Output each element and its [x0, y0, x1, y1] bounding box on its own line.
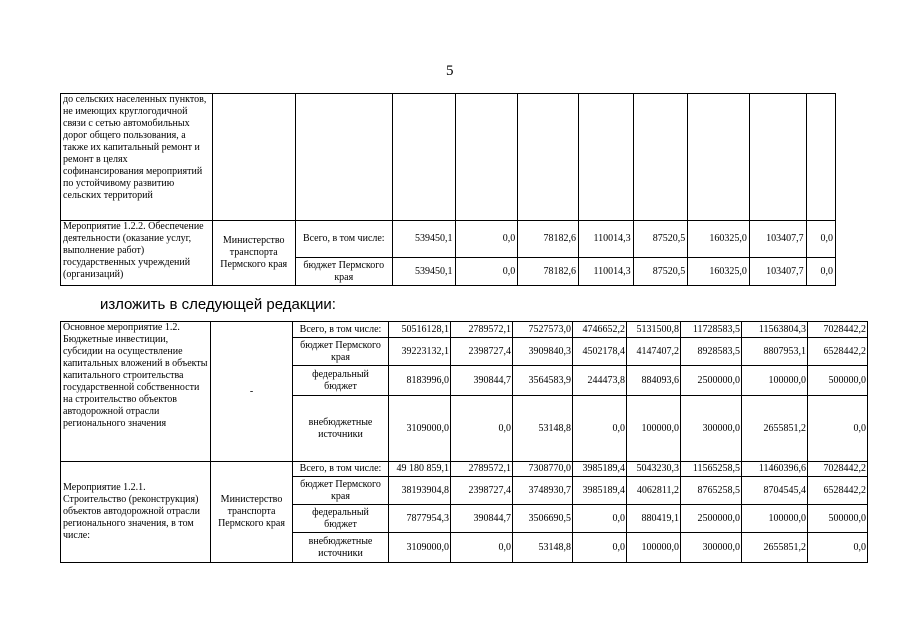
value-cell: 5043230,3: [627, 462, 681, 477]
value-cell: 0,0: [573, 505, 627, 533]
value-cell: 5131500,8: [627, 322, 681, 338]
value-cell: 11728583,5: [681, 322, 742, 338]
table-row: [61, 221, 836, 258]
source-cell: бюджет Пермского края: [293, 477, 389, 505]
value-cell: 0,0: [455, 258, 518, 286]
executor-cell: Министерство транспорта Пермского края: [212, 221, 295, 286]
value-cell: 0,0: [808, 533, 868, 563]
value-cell: 2655851,2: [742, 533, 808, 563]
value-cell: 8807953,1: [742, 338, 808, 366]
value-cell: 500000,0: [808, 366, 868, 396]
value-cell: 3985189,4: [573, 462, 627, 477]
value-cell: 11460396,6: [742, 462, 808, 477]
value-cell: 539450,1: [392, 258, 455, 286]
measure-name-cell: Мероприятие 1.2.2. Обеспечение деятельности (оказание услуг, выполнение работ) государственных учреждений (организаций): [61, 221, 213, 286]
source-cell: федеральный бюджет: [293, 366, 389, 396]
value-cell: 78182,6: [518, 221, 579, 258]
source-cell: федеральный бюджет: [293, 505, 389, 533]
value-cell: 11565258,5: [681, 462, 742, 477]
table-row: [61, 322, 868, 338]
value-cell: 500000,0: [808, 505, 868, 533]
value-cell: 100000,0: [742, 505, 808, 533]
executor-cell: Министерство транспорта Пермского края: [211, 462, 293, 563]
value-cell: 103407,7: [749, 221, 806, 258]
value-cell: 100000,0: [627, 533, 681, 563]
source-cell: бюджет Пермского края: [295, 258, 392, 286]
value-cell: 6528442,2: [808, 338, 868, 366]
value-cell: 2398727,4: [451, 338, 513, 366]
value-cell: 53148,8: [513, 396, 573, 462]
value-cell: 8928583,5: [681, 338, 742, 366]
value-cell: 100000,0: [627, 396, 681, 462]
table-row: [61, 94, 836, 221]
measure-name-cell: до сельских населенных пунктов, не имеющих круглогодичной связи с сетью автомобильных дорог общего пользования, а также их капитальный ремонт и ремонт в целях софинансирования мероприятий по устойчивому развитию сельских территорий: [61, 94, 213, 221]
source-cell: Всего, в том числе:: [295, 221, 392, 258]
value-cell: 2655851,2: [742, 396, 808, 462]
value-cell: 4502178,4: [573, 338, 627, 366]
value-cell: 6528442,2: [808, 477, 868, 505]
value-cell: 4062811,2: [627, 477, 681, 505]
value-cell: 38193904,8: [389, 477, 451, 505]
value-cell: 87520,5: [633, 258, 688, 286]
source-cell: Всего, в том числе:: [293, 322, 389, 338]
value-cell: 50516128,1: [389, 322, 451, 338]
value-cell: 2500000,0: [681, 366, 742, 396]
program-table-old: [60, 93, 836, 286]
value-cell: 100000,0: [742, 366, 808, 396]
value-cell: 0,0: [806, 258, 835, 286]
value-cell: 884093,6: [627, 366, 681, 396]
value-cell: 87520,5: [633, 221, 688, 258]
value-cell: 300000,0: [681, 533, 742, 563]
value-cell: 7028442,2: [808, 322, 868, 338]
value-cell: 300000,0: [681, 396, 742, 462]
page-number: 5: [446, 63, 454, 79]
section-heading: изложить в следующей редакции:: [100, 296, 336, 313]
value-cell: 3109000,0: [389, 396, 451, 462]
value-cell: 0,0: [451, 533, 513, 563]
value-cell: 0,0: [573, 533, 627, 563]
value-cell: 3506690,5: [513, 505, 573, 533]
value-cell: 110014,3: [578, 221, 633, 258]
value-cell: 8183996,0: [389, 366, 451, 396]
value-cell: 4746652,2: [573, 322, 627, 338]
value-cell: 0,0: [808, 396, 868, 462]
value-cell: 7028442,2: [808, 462, 868, 477]
value-cell: 3909840,3: [513, 338, 573, 366]
measure-name-cell: Мероприятие 1.2.1. Строительство (реконструкция) объектов автодорожной отрасли регионального значения, в том числе:: [61, 462, 211, 563]
value-cell: 49 180 859,1: [389, 462, 451, 477]
value-cell: 7527573,0: [513, 322, 573, 338]
value-cell: 78182,6: [518, 258, 579, 286]
value-cell: 0,0: [451, 396, 513, 462]
value-cell: 7308770,0: [513, 462, 573, 477]
value-cell: 390844,7: [451, 505, 513, 533]
measure-name-cell: Основное мероприятие 1.2. Бюджетные инвестиции, субсидии на осуществление капитальных вложений в объекты капитального строительства государственной собственности на строительство объектов автодорожной отрасли регионального значения: [61, 322, 211, 462]
value-cell: 0,0: [573, 396, 627, 462]
value-cell: 2789572,1: [451, 462, 513, 477]
value-cell: 3748930,7: [513, 477, 573, 505]
value-cell: 880419,1: [627, 505, 681, 533]
value-cell: 390844,7: [451, 366, 513, 396]
value-cell: 0,0: [806, 221, 835, 258]
executor-cell: -: [211, 322, 293, 462]
value-cell: 11563804,3: [742, 322, 808, 338]
value-cell: 39223132,1: [389, 338, 451, 366]
value-cell: 8765258,5: [681, 477, 742, 505]
table-row: [61, 462, 868, 477]
value-cell: 3985189,4: [573, 477, 627, 505]
source-cell: Всего, в том числе:: [293, 462, 389, 477]
value-cell: 7877954,3: [389, 505, 451, 533]
value-cell: 244473,8: [573, 366, 627, 396]
value-cell: 160325,0: [688, 258, 750, 286]
source-cell: внебюджетные источники: [293, 533, 389, 563]
value-cell: 539450,1: [392, 221, 455, 258]
value-cell: 2789572,1: [451, 322, 513, 338]
value-cell: 53148,8: [513, 533, 573, 563]
value-cell: 0,0: [455, 221, 518, 258]
value-cell: 4147407,2: [627, 338, 681, 366]
value-cell: 160325,0: [688, 221, 750, 258]
value-cell: 8704545,4: [742, 477, 808, 505]
value-cell: 3564583,9: [513, 366, 573, 396]
value-cell: 103407,7: [749, 258, 806, 286]
source-cell: бюджет Пермского края: [293, 338, 389, 366]
value-cell: 110014,3: [578, 258, 633, 286]
value-cell: 2500000,0: [681, 505, 742, 533]
value-cell: 2398727,4: [451, 477, 513, 505]
value-cell: 3109000,0: [389, 533, 451, 563]
source-cell: внебюджетные источники: [293, 396, 389, 462]
program-table-new: [60, 321, 868, 563]
